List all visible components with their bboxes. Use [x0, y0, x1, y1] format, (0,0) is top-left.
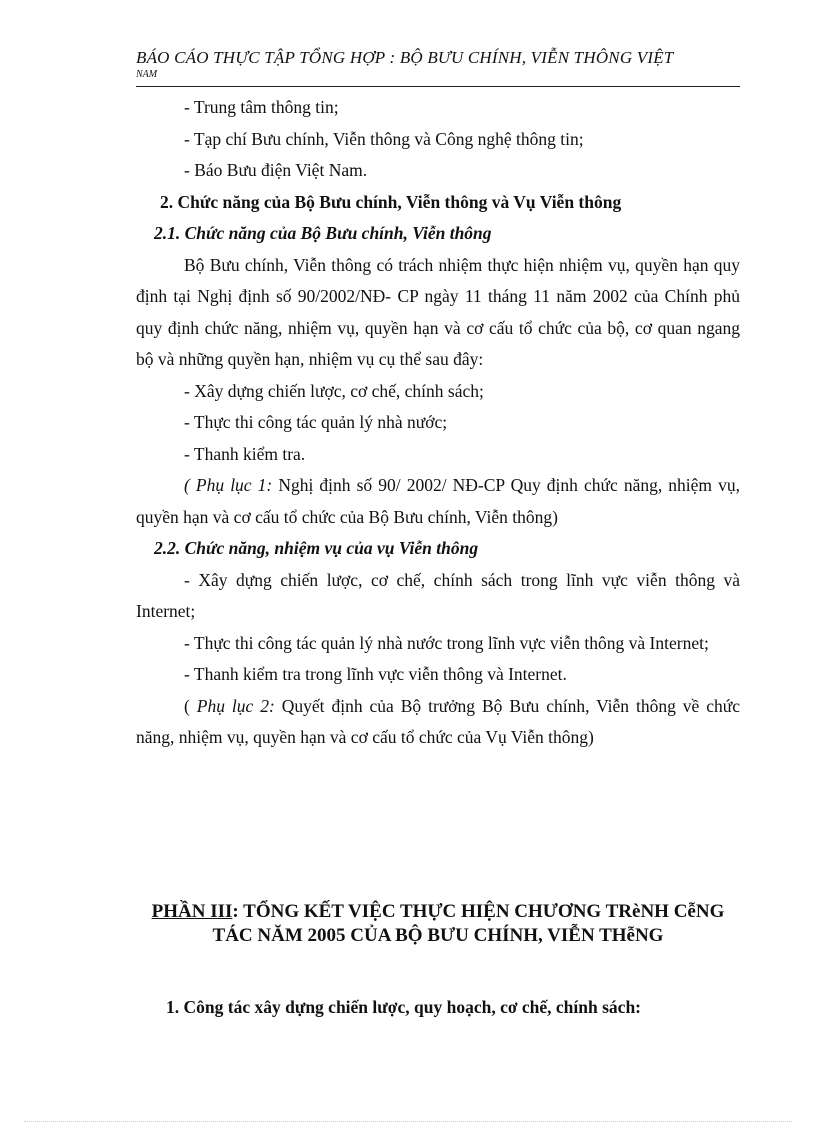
list-item: - Thực thi công tác quản lý nhà nước; [184, 412, 448, 432]
header-divider [136, 86, 740, 87]
list-item: - Xây dựng chiến lược, cơ chế, chính sách; [184, 380, 484, 401]
part-3-title-text: : TỔNG KẾT VIỆC THỰC HIỆN CHƯƠNG TRèNH CễNG TÁC NĂM 2005 CỦA BỘ BƯU CHÍNH, VIỄN THễNG [212, 901, 725, 946]
appendix-2-open: ( [184, 695, 190, 716]
header-title-continuation: NAM [136, 69, 158, 80]
list-item: - Thanh kiểm tra trong lĩnh vực viễn thông và Internet. [184, 664, 567, 684]
list-item: - Thanh kiểm tra. [184, 443, 306, 464]
list-item: - Thực thi công tác quản lý nhà nước trong lĩnh vực viễn thông và Internet; [184, 632, 709, 653]
appendix-1-open: ( [184, 475, 190, 495]
header-title: BÁO CÁO THỰC TẬP TỔNG HỢP : BỘ BƯU CHÍNH, VIỄN THÔNG VIỆT [136, 48, 674, 67]
document-body [136, 92, 740, 754]
appendix-2-text: Quyết định của Bộ trưởng Bộ Bưu chính, Viễn thông về chức năng, nhiệm vụ, quyền hạn và cơ cấu tổ chức của Vụ Viễn thông) [136, 695, 741, 747]
section-2-2-heading: 2.2. Chức năng, nhiệm vụ của vụ Viễn thông [154, 538, 479, 558]
appendix-1-note [136, 470, 740, 533]
list-item: - Tạp chí Bưu chính, Viễn thông và Công nghệ thông tin; [184, 128, 584, 149]
page-header [136, 48, 740, 80]
part-3-title [136, 900, 740, 948]
part-3-section-1-heading: 1. Công tác xây dựng chiến lược, quy hoạch, cơ chế, chính sách: [166, 997, 642, 1017]
section-2-1-paragraph: Bộ Bưu chính, Viễn thông có trách nhiệm thực hiện nhiệm vụ, quyền hạn quy định tại Nghị định số 90/2002/NĐ- CP ngày 11 tháng 11 năm 2002 của Chính phủ quy định chức năng, nhiệm vụ, quyền hạn và cơ cấu tổ chức của bộ, cơ quan ngang bộ và những quyền hạn, nhiệm vụ cụ thể sau đây: [136, 254, 740, 369]
section-2-heading: 2. Chức năng của Bộ Bưu chính, Viễn thông và Vụ Viễn thông [160, 191, 622, 212]
page-bottom-divider [24, 1121, 792, 1122]
list-item: - Trung tâm thông tin; [184, 97, 339, 117]
appendix-2-label: Phụ lục 2: [196, 695, 275, 716]
appendix-1-text: Nghị định số 90/ 2002/ NĐ-CP Quy định chức năng, nhiệm vụ, quyền hạn và cơ cấu tổ chức của Bộ Bưu chính, Viễn thông) [136, 475, 741, 527]
appendix-1-label: Phụ lục 1: [195, 475, 273, 495]
part-3-label: PHẦN III [151, 901, 233, 922]
list-item: - Báo Bưu điện Việt Nam. [184, 160, 368, 180]
section-2-1-heading: 2.1. Chức năng của Bộ Bưu chính, Viễn thông [154, 223, 492, 243]
list-item: - Xây dựng chiến lược, cơ chế, chính sách trong lĩnh vực viễn thông và Internet; [136, 569, 740, 621]
appendix-2-note [136, 691, 740, 754]
